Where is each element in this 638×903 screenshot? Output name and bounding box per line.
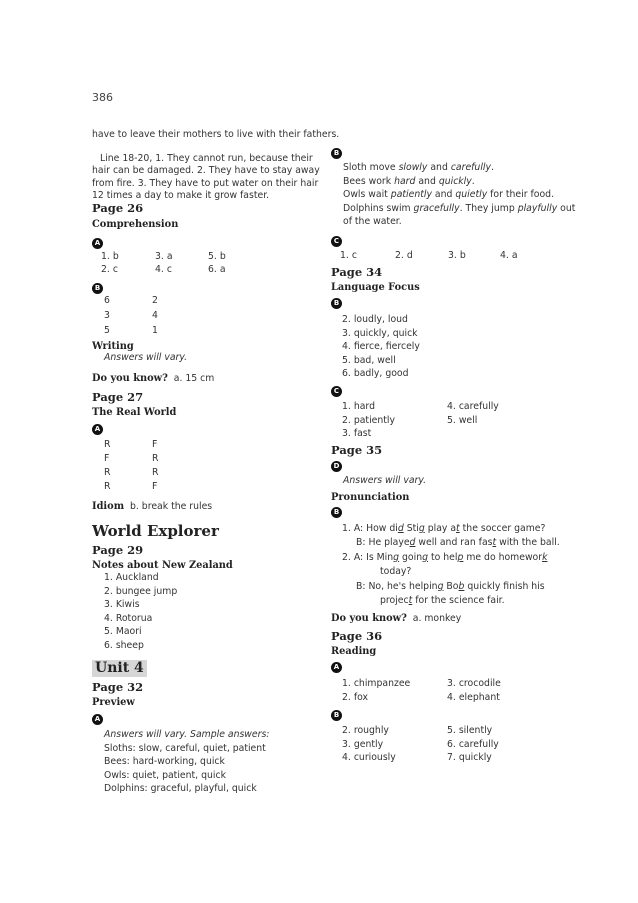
badge-b: B [331, 507, 342, 518]
list-item: Sloths: slow, careful, quiet, patient [104, 742, 266, 754]
answer: 4. a [500, 250, 518, 261]
idiom-label: Idiom [92, 501, 125, 512]
badge-b: B [331, 148, 342, 159]
list-item: 4. carefully [447, 401, 499, 412]
heading-comprehension: Comprehension [92, 219, 179, 230]
heading-page-32: Page 32 [92, 680, 144, 694]
pron-line-2a: 2. A: Is Ming going to help me do homework [342, 551, 548, 563]
do-you-know-left [92, 372, 214, 386]
do-you-know-label: Do you know? [92, 373, 168, 384]
list-item: Dolphins: graceful, playful, quick [104, 783, 257, 795]
language-focus-c-right [447, 400, 499, 427]
answer: F [152, 439, 158, 450]
heading-reading: Reading [331, 646, 377, 657]
preview-c-answers [340, 249, 540, 263]
idiom [92, 500, 212, 514]
answer: 6 [104, 295, 110, 306]
answer: 2 [152, 295, 158, 306]
page-number: 386 [92, 91, 113, 104]
answer: 1 [152, 325, 158, 336]
list-item: 4. fierce, fiercely [342, 341, 420, 353]
comprehension-b-answers [104, 294, 184, 338]
heading-writing: Writing [92, 341, 134, 352]
answer: R [104, 439, 111, 450]
list-item: 5. well [447, 414, 478, 426]
list-item: 6. badly, good [342, 368, 409, 380]
answer: 1. c [340, 250, 357, 261]
dolphins-sentence-cont: of the water. [343, 216, 402, 228]
list-item: 6. sheep [104, 639, 144, 651]
list-item: 3. fast [342, 428, 372, 440]
badge-c: C [331, 236, 342, 247]
badge-a: A [92, 238, 103, 249]
reading-a-left [342, 677, 410, 704]
reading-a-right [447, 677, 501, 704]
heading-notes-new-zealand: Notes about New Zealand [92, 560, 233, 571]
badge-b: B [92, 283, 103, 294]
list-item: 3. quickly, quick [342, 327, 418, 339]
answer: R [152, 467, 159, 478]
heading-page-27: Page 27 [92, 390, 144, 404]
answer: R [104, 467, 111, 478]
list-item: Owls: quiet, patient, quick [104, 769, 226, 781]
do-you-know-answer: a. monkey [412, 613, 462, 624]
list-item: 3. Kiwis [104, 599, 140, 611]
answer: 2. d [395, 250, 413, 261]
writing-answer: Answers will vary. [104, 352, 188, 363]
sloth-sentence: Sloth move slowly and carefully. [343, 162, 494, 173]
heading-page-35: Page 35 [331, 443, 383, 457]
answer: 5. b [208, 251, 226, 262]
pron-line-2b-cont: project for the science fair. [380, 595, 505, 607]
heading-unit-4: Unit 4 [92, 660, 147, 677]
heading-page-29: Page 29 [92, 543, 144, 557]
list-item: 1. chimpanzee [342, 678, 411, 689]
list-item: 2. bungee jump [104, 585, 178, 597]
badge-d: D [331, 461, 342, 472]
line-para-3: from fire. 3. They have to put water on their hair [92, 177, 319, 189]
heading-real-world: The Real World [92, 407, 177, 418]
list-item: 4. curiously [342, 752, 396, 764]
reading-b-right [447, 724, 499, 765]
answer: R [152, 453, 159, 464]
answer: F [104, 453, 110, 464]
list-item: 2. patiently [342, 414, 395, 426]
do-you-know-label: Do you know? [331, 613, 407, 624]
answer: 4. c [155, 264, 172, 275]
badge-a: A [92, 424, 103, 435]
answer: 5 [104, 325, 110, 336]
list-item: Bees: hard-working, quick [104, 756, 225, 768]
list-item: 1. hard [342, 401, 375, 412]
heading-pronunciation: Pronunciation [331, 492, 410, 503]
bees-sentence: Bees work hard and quickly. [343, 175, 475, 187]
heading-language-focus: Language Focus [331, 282, 420, 293]
heading-preview: Preview [92, 697, 135, 708]
reading-b-left [342, 724, 396, 765]
d-answer: Answers will vary. [343, 475, 427, 486]
preview-intro: Answers will vary. Sample answers: [104, 729, 270, 740]
do-you-know-answer: a. 15 cm [173, 373, 215, 384]
badge-b: B [331, 298, 342, 309]
pron-line-1b: B: He played well and ran fast with the ball. [356, 537, 560, 549]
preview-answers [104, 728, 269, 796]
badge-a: A [331, 662, 342, 673]
answer: 2. c [101, 264, 118, 275]
answer: 3. a [155, 251, 173, 262]
comprehension-a-answers [101, 250, 241, 278]
pron-line-2b: B: No, he's helping Bob quickly finish his [356, 580, 545, 592]
answer: 1. b [101, 251, 119, 262]
line-para-1: Line 18-20, 1. They cannot run, because their [100, 153, 313, 164]
list-item: 5. bad, well [342, 354, 396, 366]
line-paragraph [92, 153, 320, 203]
heading-page-34: Page 34 [331, 265, 383, 279]
intro-text: have to leave their mothers to live with their fathers. [92, 129, 340, 140]
list-item: 5. silently [447, 725, 493, 736]
list-item: 2. roughly [342, 725, 389, 736]
do-you-know-right [331, 612, 461, 626]
pronunciation-answers [342, 522, 560, 608]
answer: 6. a [208, 264, 226, 275]
list-item: 6. carefully [447, 738, 499, 750]
list-item: 3. crocodile [447, 678, 501, 689]
list-item: 1. Auckland [104, 572, 159, 583]
heading-world-explorer: World Explorer [92, 522, 219, 540]
language-focus-c-left [342, 400, 395, 441]
list-item: 7. quickly [447, 752, 492, 764]
answer: R [104, 481, 111, 492]
line-para-2: hair can be damaged. 2. They have to stay away [92, 165, 320, 177]
heading-page-36: Page 36 [331, 629, 383, 643]
list-item: 3. gently [342, 738, 384, 750]
answer: 3. b [448, 250, 466, 261]
preview-b-answers [343, 161, 575, 229]
badge-b: B [331, 710, 342, 721]
badge-a: A [92, 714, 103, 725]
list-item: 2. loudly, loud [342, 314, 408, 325]
answer: 4 [152, 310, 158, 321]
heading-page-26: Page 26 [92, 201, 144, 215]
pron-line-2a-cont: today? [380, 566, 412, 578]
language-focus-b-answers [342, 313, 420, 381]
line-para-4: 12 times a day to make it grow faster. [92, 190, 270, 202]
answer: 3 [104, 310, 110, 321]
owls-sentence: Owls wait patiently and quietly for their food. [343, 189, 555, 201]
badge-c: C [331, 386, 342, 397]
dolphins-sentence: Dolphins swim gracefully. They jump playfully out [343, 202, 576, 214]
answer: F [152, 481, 158, 492]
idiom-answer: b. break the rules [129, 501, 213, 512]
pron-line-1a: 1. A: How did Stig play at the soccer game? [342, 523, 546, 534]
real-world-answers [104, 438, 184, 496]
list-item: 5. Maori [104, 626, 142, 638]
new-zealand-list [104, 571, 177, 653]
list-item: 4. Rotorua [104, 612, 153, 624]
list-item: 4. elephant [447, 691, 500, 703]
list-item: 2. fox [342, 691, 369, 703]
